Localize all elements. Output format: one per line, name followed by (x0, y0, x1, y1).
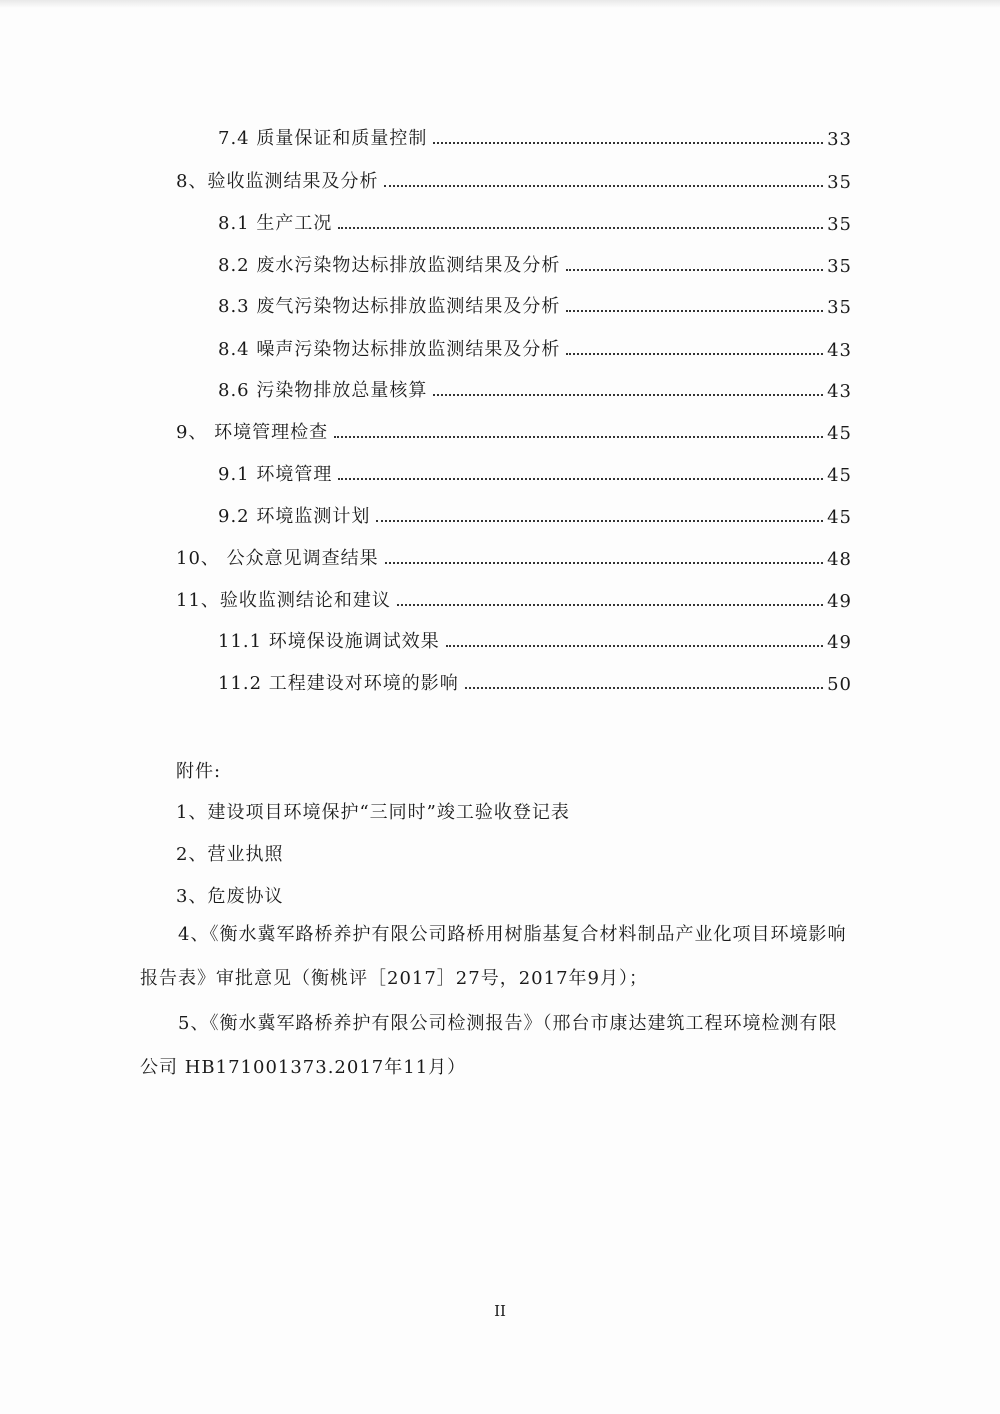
toc-leader (384, 185, 823, 187)
toc-entry-label: 9.2 环境监测计划 (218, 506, 371, 527)
toc-entry-page: 49 (827, 632, 852, 653)
toc-entry-page: 48 (827, 549, 852, 570)
toc-entry-label: 8.2 废水污染物达标排放监测结果及分析 (218, 255, 561, 276)
attachment-item: 3、危废协议 (176, 886, 284, 907)
toc-entry[interactable] (176, 416, 852, 444)
toc-entry-page: 35 (827, 172, 852, 193)
toc-leader (433, 394, 823, 396)
toc-entry[interactable] (218, 122, 852, 150)
toc-leader (338, 227, 823, 229)
attachment-item: 4、《衡水冀军路桥养护有限公司路桥用树脂基复合材料制品产业化项目环境影响报告表》审批意见（衡桃评［2017］27号，2017年9月）； (140, 924, 847, 989)
toc-leader (566, 269, 823, 271)
toc-entry-label: 7.4 质量保证和质量控制 (218, 128, 428, 149)
toc-entry-page: 35 (827, 214, 852, 235)
toc-entry[interactable] (176, 165, 852, 193)
toc-entry-label: 9、 环境管理检查 (176, 422, 329, 443)
toc-entry[interactable] (218, 207, 852, 235)
toc-entry[interactable] (218, 625, 852, 653)
toc-entry-label: 10、 公众意见调查结果 (176, 548, 379, 569)
toc-entry[interactable] (218, 290, 852, 318)
toc-entry[interactable] (218, 249, 852, 277)
toc-entry-page: 49 (827, 591, 852, 612)
toc-leader (397, 604, 823, 606)
toc-entry[interactable] (218, 500, 852, 528)
toc-entry-label: 8.6 污染物排放总量核算 (218, 380, 428, 401)
toc-leader (385, 562, 823, 564)
toc-leader (465, 687, 823, 689)
toc-entry[interactable] (218, 374, 852, 402)
toc-entry-label: 9.1 环境管理 (218, 464, 333, 485)
toc-entry-label: 8.4 噪声污染物达标排放监测结果及分析 (218, 339, 561, 360)
toc-entry-page: 45 (827, 507, 852, 528)
toc-entry[interactable] (218, 458, 852, 486)
toc-entry[interactable] (176, 542, 852, 570)
toc-entry-page: 50 (827, 674, 852, 695)
toc-entry-page: 45 (827, 465, 852, 486)
toc-leader (334, 436, 823, 438)
scan-edge (0, 0, 1000, 8)
page-number: II (494, 1302, 506, 1320)
toc-leader (433, 142, 823, 144)
toc-entry-page: 45 (827, 423, 852, 444)
toc-entry-label: 8、验收监测结果及分析 (176, 171, 379, 192)
toc-entry-label: 11.1 环境保设施调试效果 (218, 631, 440, 652)
toc-leader (566, 353, 823, 355)
toc-entry-page: 33 (827, 129, 852, 150)
attachments-heading: 附件: (176, 761, 222, 782)
toc-entry-page: 43 (827, 381, 852, 402)
toc-entry[interactable] (218, 333, 852, 361)
toc-entry-page: 35 (827, 297, 852, 318)
attachment-item: 1、建设项目环境保护“三同时”竣工验收登记表 (176, 802, 570, 823)
toc-entry[interactable] (176, 584, 852, 612)
toc-leader (338, 478, 823, 480)
toc-entry-page: 43 (827, 340, 852, 361)
toc-entry-label: 11、验收监测结论和建议 (176, 590, 391, 611)
toc-leader (376, 520, 823, 522)
toc-entry[interactable] (218, 667, 852, 695)
toc-leader (446, 645, 823, 647)
attachment-item: 5、《衡水冀军路桥养护有限公司检测报告》（邢台市康达建筑工程环境检测有限公司 HB171001373.2017年11月） (140, 1013, 838, 1078)
toc-entry-label: 8.1 生产工况 (218, 213, 333, 234)
attachment-item: 2、营业执照 (176, 844, 284, 865)
toc-entry-page: 35 (827, 256, 852, 277)
toc-entry-label: 8.3 废气污染物达标排放监测结果及分析 (218, 296, 561, 317)
toc-entry-label: 11.2 工程建设对环境的影响 (218, 673, 459, 694)
toc-leader (566, 310, 823, 312)
